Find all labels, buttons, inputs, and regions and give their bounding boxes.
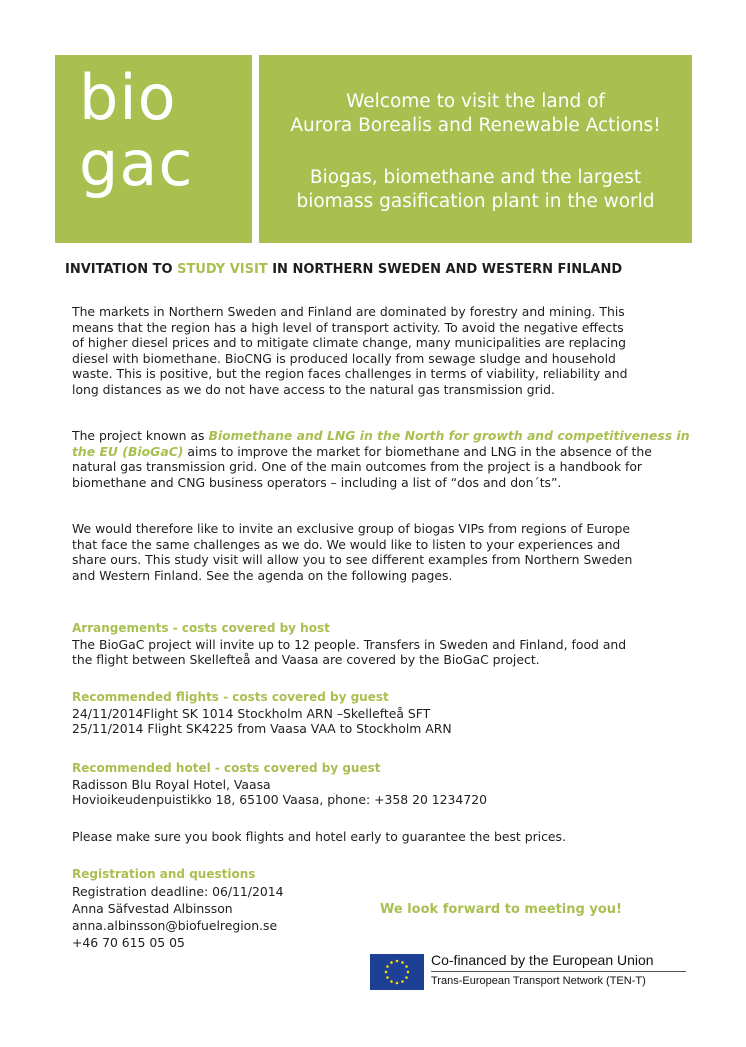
project-line: biomethane and CNG business operators – including a list of “dos and don´ts”. (72, 474, 562, 490)
eu-star-icon (401, 961, 404, 964)
project-name-highlight: Biomethane and LNG in the North for growth and competitiveness in (208, 428, 690, 443)
invite-line: that face the same challenges as we do. We would like to listen to your experiences and (72, 536, 621, 552)
arrangements-section (72, 621, 626, 668)
contact-name: Anna Säfvestad Albinsson (72, 901, 233, 916)
flights-heading: Recommended flights - costs covered by guest (72, 690, 389, 704)
flight-line: 25/11/2014 Flight SK4225 from Vaasa VAA to Stockholm ARN (72, 721, 452, 737)
eu-star-icon (405, 976, 408, 979)
closing-message: We look forward to meeting you! (380, 902, 622, 917)
eu-star-icon (407, 971, 410, 974)
eu-star-icon (401, 980, 404, 983)
intro-line: of higher diesel prices and to mitigate climate change, many municipalities are replacing (72, 335, 626, 351)
logo-box (55, 55, 252, 243)
logo-line-1: bio (79, 61, 177, 134)
flights-section (72, 690, 452, 737)
eu-star-icon (396, 982, 399, 985)
hotel-heading: Recommended hotel - costs covered by guest (72, 761, 381, 775)
project-name-highlight-2: the EU (BioGaC) (72, 443, 184, 459)
eu-star-icon (405, 965, 408, 968)
eu-star-icon (385, 971, 388, 974)
intro-paragraph (72, 304, 672, 398)
hotel-line: Radisson Blu Royal Hotel, Vaasa (72, 776, 271, 792)
arrangements-line: the flight between Skellefteå and Vaasa are covered by the BioGaC project. (72, 652, 540, 668)
eu-flag-icon (370, 954, 424, 990)
project-line: natural gas transmission grid. One of the main outcomes from the project is a handbook for (72, 459, 643, 475)
registration-heading: Registration and questions (72, 867, 256, 881)
contact-phone: +46 70 615 05 05 (72, 935, 185, 950)
welcome-banner (259, 55, 692, 243)
registration-deadline: Registration deadline: 06/11/2014 (72, 884, 284, 899)
headline-part-1: INVITATION TO (65, 262, 178, 277)
banner-line-1: Welcome to visit the land of (346, 91, 605, 112)
invite-line: and Western Finland. See the agenda on the following pages. (72, 567, 453, 583)
project-prefix: The project known as (72, 428, 209, 443)
project-line-2-rest: aims to improve the market for biomethane and LNG in the absence of the (183, 443, 652, 459)
biogac-logo (79, 61, 194, 200)
arrangements-line: The BioGaC project will invite up to 12 people. Transfers in Sweden and Finland, food and (72, 636, 627, 652)
hotel-line: Hovioikeudenpuistikko 18, 65100 Vaasa, phone: +358 20 1234720 (72, 792, 487, 808)
hotel-section (72, 761, 487, 808)
eu-star-icon (386, 976, 389, 979)
intro-line: waste. This is positive, but the region faces challenges in terms of viability, reliability and (72, 366, 628, 382)
banner-line-2: Aurora Borealis and Renewable Actions! (290, 115, 661, 136)
eu-star-icon (386, 965, 389, 968)
invite-line: We would therefore like to invite an exclusive group of biogas VIPs from regions of Europe (72, 521, 630, 536)
eu-tent-subtitle: Trans-European Transport Network (TEN-T) (431, 975, 646, 987)
booking-note (72, 829, 566, 845)
intro-line: diesel with biomethane. BioCNG is produced locally from sewage sludge and household (72, 350, 616, 366)
intro-line: The markets in Northern Sweden and Finland are dominated by forestry and mining. This (72, 304, 625, 319)
invite-line: share ours. This study visit will allow you to see different examples from Northern Sweden (72, 552, 633, 568)
eu-star-icon (390, 961, 393, 964)
logo-line-2: gac (79, 127, 194, 200)
invite-paragraph (72, 521, 672, 583)
registration-section (72, 866, 284, 951)
eu-star-icon (396, 960, 399, 963)
intro-line: long distances as we do not have access to the natural gas transmission grid. (72, 381, 555, 397)
banner-line-4: biomass gasification plant in the world (296, 191, 655, 212)
invitation-headline (65, 262, 705, 277)
headline-highlight: STUDY VISIT (177, 262, 268, 277)
project-paragraph (72, 428, 690, 490)
booking-note-text: Please make sure you book flights and hotel early to guarantee the best prices. (72, 829, 566, 844)
contact-email[interactable]: anna.albinsson@biofuelregion.se (72, 918, 278, 933)
intro-line: means that the region has a high level of transport activity. To avoid the negative effects (72, 319, 624, 335)
eu-cofinanced-title: Co-financed by the European Union (431, 952, 686, 972)
arrangements-heading: Arrangements - costs covered by host (72, 621, 330, 635)
banner-line-3: Biogas, biomethane and the largest (309, 167, 642, 188)
flight-line: 24/11/2014Flight SK 1014 Stockholm ARN –Skellefteå SFT (72, 705, 431, 721)
headline-part-2: IN NORTHERN SWEDEN AND WESTERN FINLAND (267, 262, 623, 277)
eu-star-icon (390, 980, 393, 983)
